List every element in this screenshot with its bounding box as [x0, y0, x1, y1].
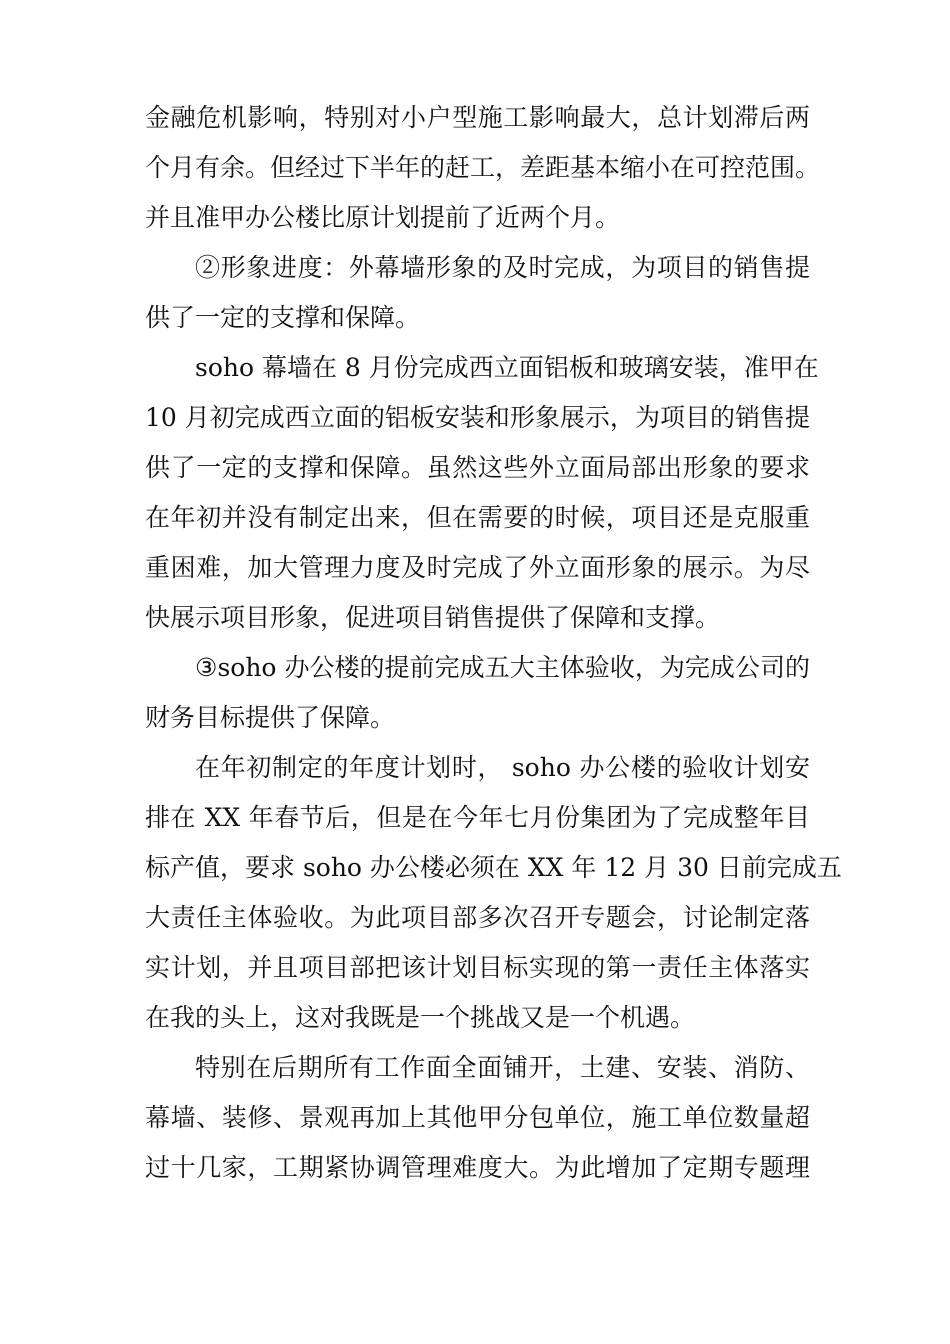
text-line: 在我的头上，这对我既是一个挑战又是一个机遇。: [145, 1003, 696, 1032]
text-line: 标产值，要求 soho 办公楼必须在 XX 年 12 月 30 日前完成五: [145, 853, 842, 882]
text-line: ②形象进度：外幕墙形象的及时完成，为项目的销售提: [195, 253, 810, 282]
text-line: 在年初并没有制定出来，但在需要的时候，项目还是克服重: [145, 503, 810, 532]
text-line: 大责任主体验收。为此项目部多次召开专题会，讨论制定落: [145, 903, 810, 932]
text-line: 供了一定的支撑和保障。: [145, 303, 421, 332]
text-line: 金融危机影响，特别对小户型施工影响最大，总计划滞后两: [145, 103, 810, 132]
text-line: 供了一定的支撑和保障。虽然这些外立面局部出形象的要求: [145, 453, 810, 482]
text-line: 并且准甲办公楼比原计划提前了近两个月。: [145, 203, 621, 232]
text-line: 重困难，加大管理力度及时完成了外立面形象的展示。为尽: [145, 553, 810, 582]
text-line: 特别在后期所有工作面全面铺开，土建、安装、消防、: [195, 1053, 810, 1082]
text-line: 排在 XX 年春节后，但是在今年七月份集团为了完成整年目: [145, 803, 810, 832]
text-line: 过十几家，工期紧协调管理难度大。为此增加了定期专题理: [145, 1153, 810, 1182]
text-line: 10 月初完成西立面的铝板安装和形象展示，为项目的销售提: [145, 403, 810, 432]
text-line: 幕墙、装修、景观再加上其他甲分包单位，施工单位数量超: [145, 1103, 810, 1132]
text-line: soho 幕墙在 8 月份完成西立面铝板和玻璃安装，准甲在: [195, 353, 819, 382]
text-line: 快展示项目形象，促进项目销售提供了保障和支撑。: [145, 603, 721, 632]
text-line: ③soho 办公楼的提前完成五大主体验收，为完成公司的: [195, 653, 810, 682]
text-line: 在年初制定的年度计划时， soho 办公楼的验收计划安: [195, 753, 810, 782]
text-line: 财务目标提供了保障。: [145, 703, 396, 732]
text-line: 实计划，并且项目部把该计划目标实现的第一责任主体落实: [145, 953, 810, 982]
text-line: 个月有余。但经过下半年的赶工，差距基本缩小在可控范围。: [145, 153, 821, 182]
